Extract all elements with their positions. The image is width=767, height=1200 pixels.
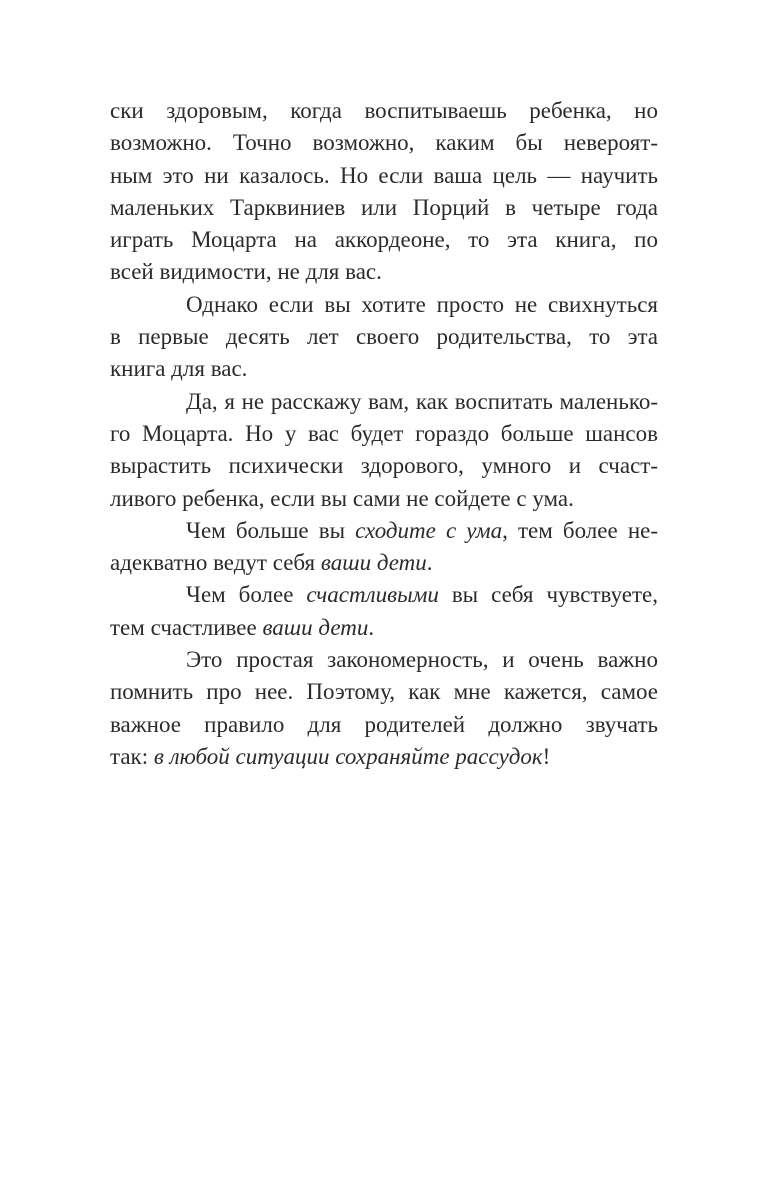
text-run: адекватно ведут себя [110, 550, 321, 576]
text-line [110, 579, 658, 611]
text-line: Однако если вы хотите просто не свихнуться [186, 291, 658, 317]
text-run: тем счастливее [110, 614, 263, 640]
emphasis: в любой ситуации сохраняйте рассудок [153, 743, 543, 769]
text-line: маленьких Тарквиниев или Порций в четыре года [110, 194, 658, 220]
paragraph-1 [110, 95, 658, 289]
emphasis: сходите с ума [355, 517, 503, 543]
text-line: Это простая закономерность, и очень важно [186, 647, 658, 673]
text-run: . [368, 614, 375, 640]
paragraph-2 [110, 289, 658, 386]
text-run: Чем больше вы [186, 517, 356, 543]
text-line: вырастить психически здорового, умного и счаст- [110, 453, 658, 479]
emphasis: ваши дети [262, 614, 369, 640]
text-line [110, 547, 658, 579]
text-line: ным это ни казалось. Но если ваша цель — научить [110, 162, 658, 188]
text-line: ски здоровым, когда воспитываешь ребенка, но [110, 98, 658, 123]
text-run: вы себя чувствуете, [438, 582, 658, 608]
text-line [110, 741, 658, 773]
text-line [110, 515, 658, 547]
text-line: го Моцарта. Но у вас будет гораздо больше шансов [110, 420, 658, 446]
text-line: важное правило для родителей должно звучать [110, 711, 658, 737]
text-line: Да, я не расскажу вам, как воспитать маленько- [186, 388, 658, 414]
text-run: ! [542, 743, 551, 769]
text-line: книга для вас. [110, 356, 248, 382]
paragraph-6 [110, 644, 658, 773]
paragraph-3 [110, 386, 658, 515]
text-line: возможно. Точно возможно, каким бы невероят- [110, 130, 658, 156]
text-line: играть Моцарта на аккордеоне, то эта книга, по [110, 227, 658, 253]
text-line: ливого ребенка, если вы сами не сойдете с ума. [110, 485, 574, 511]
text-line: в первые десять лет своего родительства, то эта [110, 324, 658, 350]
text-line: помнить про нее. Поэтому, как мне кажется, самое [110, 679, 658, 705]
paragraph-5 [110, 579, 658, 644]
body-text [110, 95, 658, 773]
text-line [110, 612, 658, 644]
text-line: всей видимости, не для вас. [110, 259, 382, 285]
text-run: , тем более не- [502, 517, 658, 543]
emphasis: ваши дети [320, 550, 427, 576]
emphasis: счастливыми [306, 582, 439, 608]
paragraph-4 [110, 515, 658, 580]
text-run: так: [110, 743, 154, 769]
text-run: Чем более [186, 582, 307, 608]
text-run: . [426, 550, 433, 576]
